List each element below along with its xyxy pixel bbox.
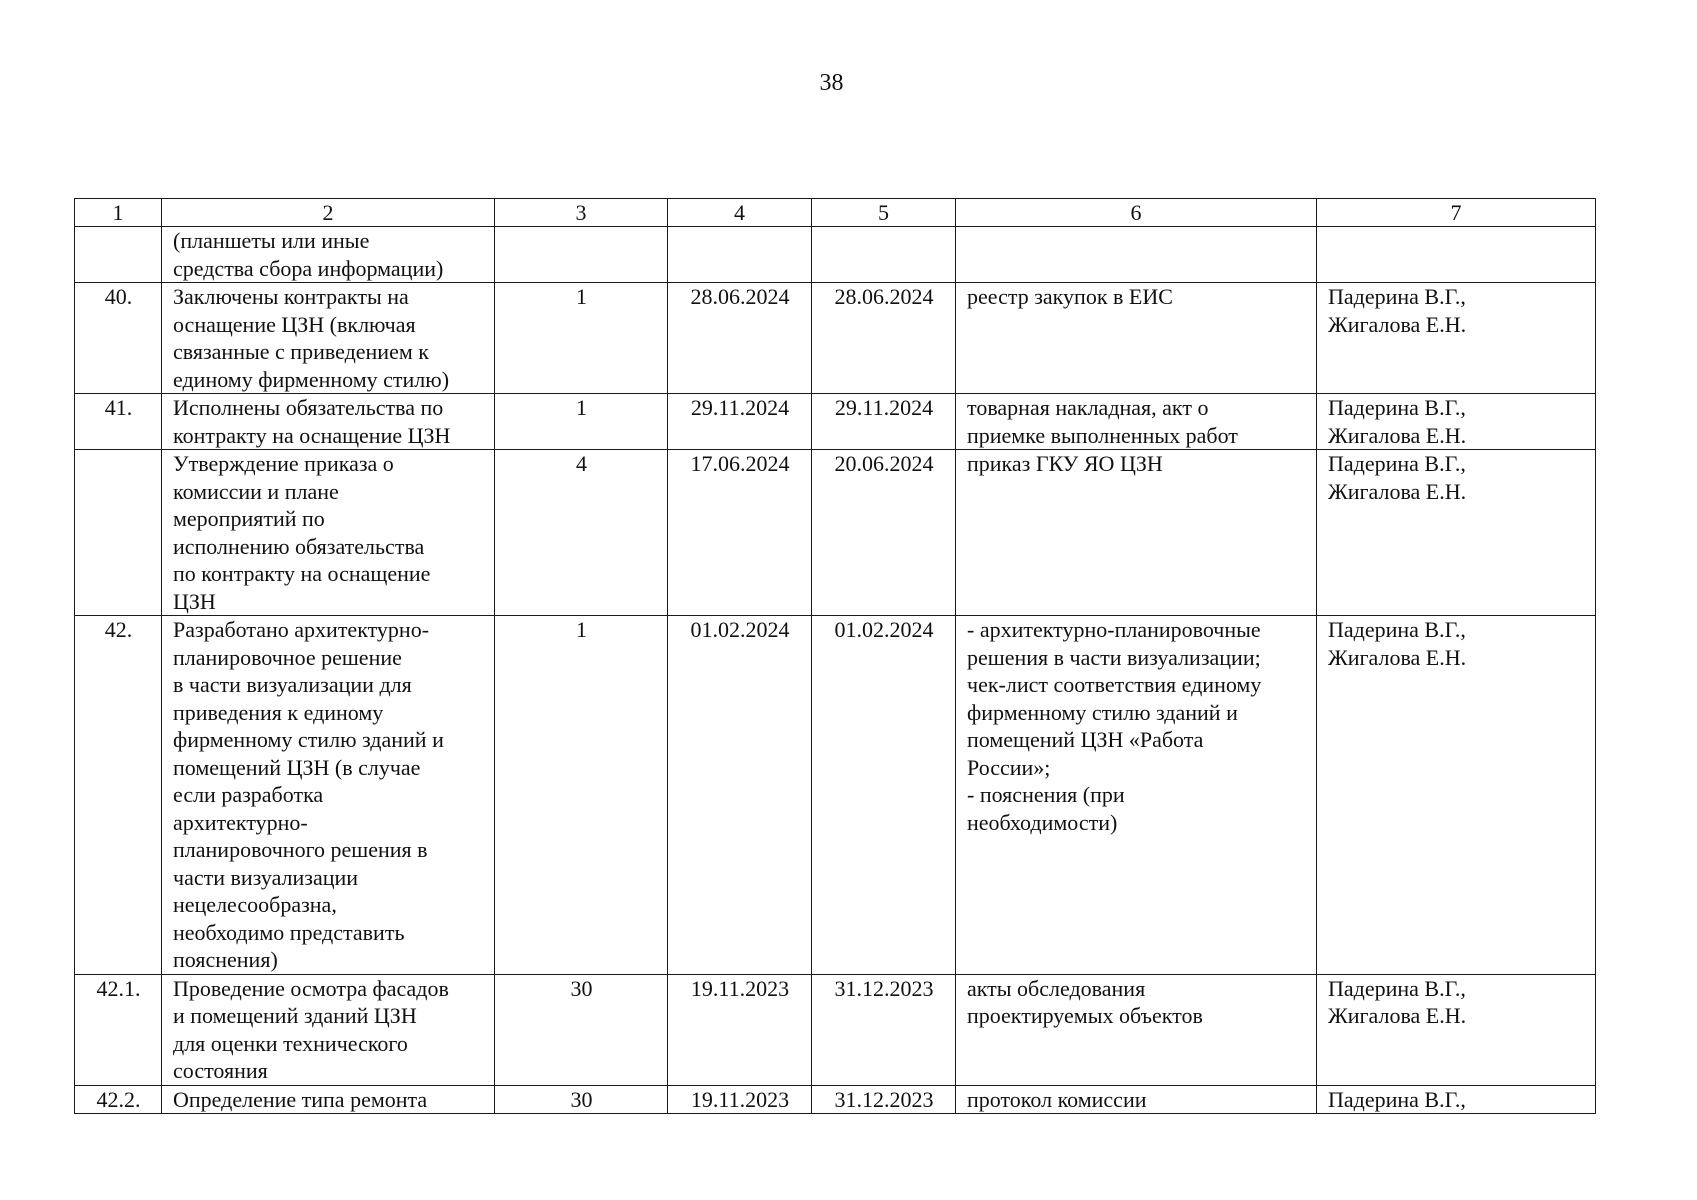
responsible [1317,227,1596,283]
plan-table [74,198,1596,1114]
end-date: 01.02.2024 [812,616,956,975]
task-name: Утверждение приказа о комиссии и плане мероприятий по исполнению обязательства по контракту на оснащение ЦЗН [162,450,495,616]
task-name: Проведение осмотра фасадов и помещений зданий ЦЗН для оценки технического состояния [162,974,495,1085]
page-number: 38 [819,70,844,96]
task-name: (планшеты или иные средства сбора информации) [162,227,495,283]
start-date: 01.02.2024 [668,616,812,975]
responsible: Падерина В.Г., [1317,1085,1596,1114]
column-header-3: 3 [495,199,668,227]
table-row [75,1085,1596,1114]
column-header-2: 2 [162,199,495,227]
table-row [75,974,1596,1085]
column-header-1: 1 [75,199,162,227]
row-number: 40. [75,283,162,394]
task-name: Заключены контракты на оснащение ЦЗН (включая связанные с приведением к единому фирменному стилю) [162,283,495,394]
table-row [75,283,1596,394]
document-type: - архитектурно-планировочные решения в части визуализации; чек-лист соответствия единому фирменному стилю зданий и помещений ЦЗН «Работа России»; - пояснения (при необходимости) [956,616,1317,975]
responsible: Падерина В.Г., Жигалова Е.Н. [1317,394,1596,450]
document-type: товарная накладная, акт о приемке выполненных работ [956,394,1317,450]
table-row [75,227,1596,283]
quantity: 4 [495,450,668,616]
table-row [75,394,1596,450]
end-date: 31.12.2023 [812,1085,956,1114]
quantity: 30 [495,974,668,1085]
start-date [668,227,812,283]
row-number [75,227,162,283]
row-number [75,450,162,616]
task-name: Определение типа ремонта [162,1085,495,1114]
end-date [812,227,956,283]
responsible: Падерина В.Г., Жигалова Е.Н. [1317,450,1596,616]
column-header-4: 4 [668,199,812,227]
table-row [75,616,1596,975]
start-date: 29.11.2024 [668,394,812,450]
quantity: 30 [495,1085,668,1114]
header-row [75,199,1596,227]
document-type: протокол комиссии [956,1085,1317,1114]
row-number: 42. [75,616,162,975]
column-header-7: 7 [1317,199,1596,227]
column-header-6: 6 [956,199,1317,227]
start-date: 19.11.2023 [668,1085,812,1114]
quantity: 1 [495,616,668,975]
responsible: Падерина В.Г., Жигалова Е.Н. [1317,974,1596,1085]
quantity [495,227,668,283]
row-number: 42.2. [75,1085,162,1114]
document-type: акты обследования проектируемых объектов [956,974,1317,1085]
table-row [75,450,1596,616]
responsible: Падерина В.Г., Жигалова Е.Н. [1317,283,1596,394]
document-type: приказ ГКУ ЯО ЦЗН [956,450,1317,616]
task-name: Разработано архитектурно- планировочное решение в части визуализации для приведения к единому фирменному стилю зданий и помещений ЦЗН (в случае если разработка архитектурно- планировочного решения в части визуализации нецелесообразна, необходимо представить пояснения) [162,616,495,975]
end-date: 31.12.2023 [812,974,956,1085]
quantity: 1 [495,394,668,450]
document-type [956,227,1317,283]
responsible: Падерина В.Г., Жигалова Е.Н. [1317,616,1596,975]
start-date: 19.11.2023 [668,974,812,1085]
document-type: реестр закупок в ЕИС [956,283,1317,394]
row-number: 42.1. [75,974,162,1085]
quantity: 1 [495,283,668,394]
end-date: 28.06.2024 [812,283,956,394]
column-header-5: 5 [812,199,956,227]
end-date: 20.06.2024 [812,450,956,616]
task-name: Исполнены обязательства по контракту на оснащение ЦЗН [162,394,495,450]
start-date: 28.06.2024 [668,283,812,394]
end-date: 29.11.2024 [812,394,956,450]
start-date: 17.06.2024 [668,450,812,616]
row-number: 41. [75,394,162,450]
